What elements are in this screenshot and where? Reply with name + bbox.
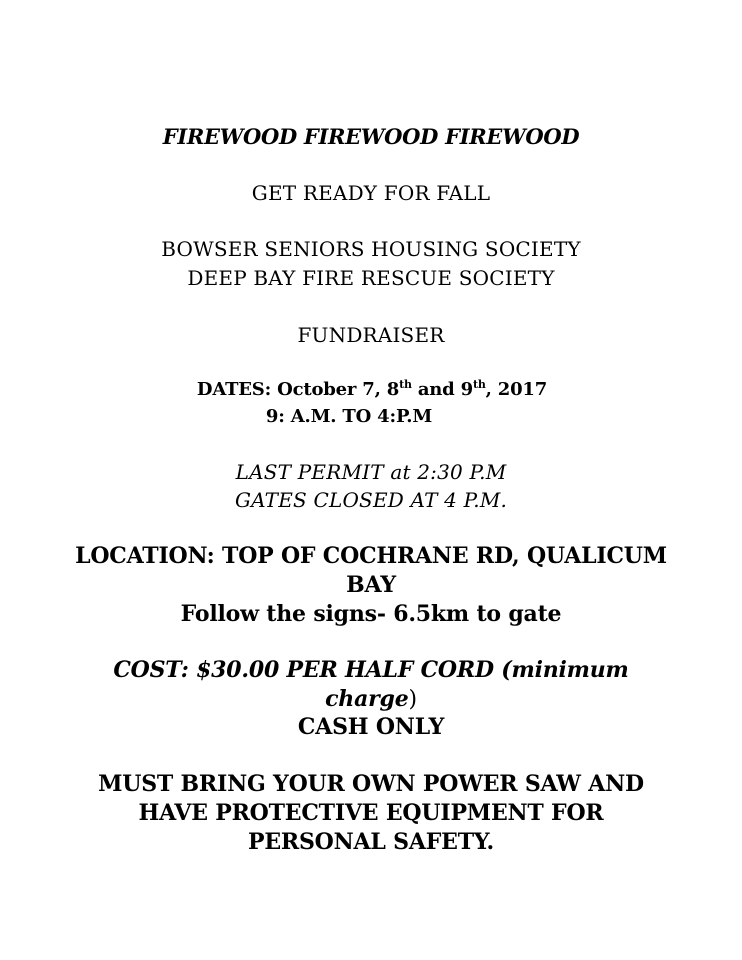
flyer-subtitle: GET READY FOR FALL: [251, 181, 491, 205]
flyer-title: FIREWOOD FIREWOOD FIREWOOD: [162, 124, 580, 149]
dates-suffix: , 2017: [485, 379, 548, 400]
dates-ordinal-2: th: [472, 378, 486, 391]
last-permit-note: LAST PERMIT at 2:30 P.M: [235, 460, 507, 484]
cost-line-2: [0, 688, 742, 711]
dates-ordinal-1: th: [399, 378, 412, 391]
cost-close-paren: ): [408, 687, 417, 712]
safety-line-3: PERSONAL SAFETY.: [248, 829, 494, 855]
dates-middle: and 9: [411, 379, 473, 400]
safety-line-1: MUST BRING YOUR OWN POWER SAW AND: [98, 771, 644, 797]
payment-method: CASH ONLY: [297, 714, 445, 740]
organizer-2: DEEP BAY FIRE RESCUE SOCIETY: [187, 266, 555, 290]
gates-closed-note: GATES CLOSED AT 4 P.M.: [234, 488, 508, 512]
safety-line-2: HAVE PROTECTIVE EQUIPMENT FOR: [138, 800, 604, 826]
event-type: FUNDRAISER: [297, 323, 445, 347]
cost-line-1: COST: $30.00 PER HALF CORD (minimum: [113, 657, 629, 683]
event-dates: [1, 378, 742, 400]
dates-prefix: DATES: October 7, 8: [196, 379, 400, 400]
location-line-2: BAY: [346, 572, 396, 598]
cost-charge-word: charge: [325, 686, 409, 712]
event-hours: 9: A.M. TO 4:P.M: [265, 406, 433, 427]
location-directions: Follow the signs- 6.5km to gate: [180, 601, 562, 627]
organizer-1: BOWSER SENIORS HOUSING SOCIETY: [161, 237, 581, 261]
location-line-1: LOCATION: TOP OF COCHRANE RD, QUALICUM: [75, 543, 667, 569]
